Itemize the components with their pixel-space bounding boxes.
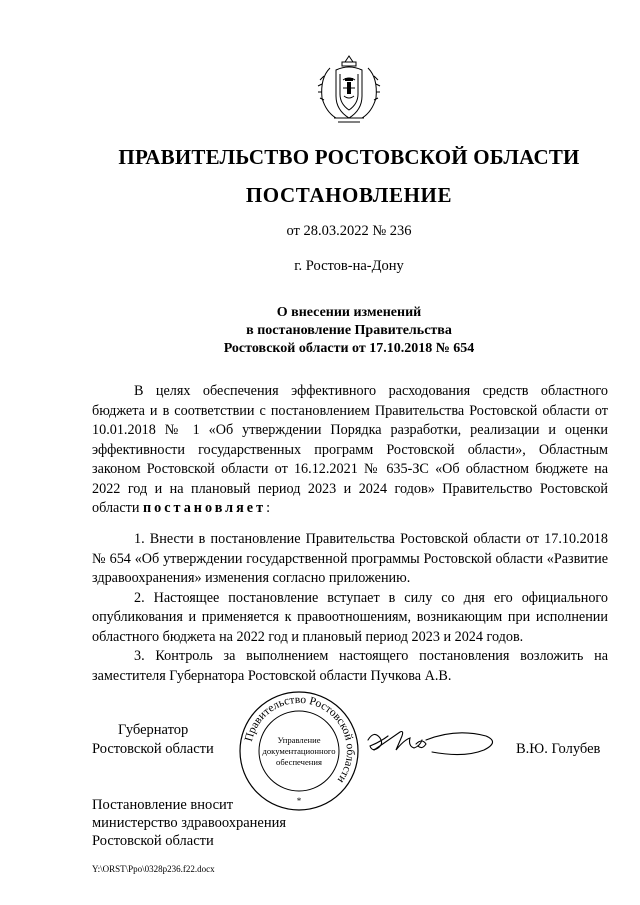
resolution-item: 1. Внести в постановление Правительства Ростовской области от 17.10.2018 № 654 «Об утверждении государственной программы Ростовской области «Развитие здравоохранения» изменения согласно приложению.: [92, 531, 608, 586]
city-line: г. Ростов-на-Дону: [294, 258, 404, 274]
introduced-by-line: Ростовской области: [92, 833, 214, 849]
document-subject: [0, 304, 640, 358]
signatory-title: Губернатор: [118, 722, 189, 738]
subject-line: Ростовской области от 17.10.2018 № 654: [223, 341, 475, 356]
resolution-items: [92, 530, 608, 686]
handwritten-signature: [364, 722, 500, 762]
resolution-item: 3. Контроль за выполнением настоящего постановления возложить на заместителя Губернатора Ростовской области Пучкова А.В.: [92, 648, 608, 684]
file-path-footer: Y:\ORST\Ppo\0328p236.f22.docx: [92, 864, 215, 874]
resolve-word: постановляет: [142, 500, 267, 516]
official-stamp: [238, 690, 360, 812]
introduced-by-line: министерство здравоохранения: [92, 815, 287, 831]
coat-of-arms-emblem: [316, 52, 382, 126]
stamp-inner-line: Управление: [277, 735, 321, 745]
stamp-star-icon: *: [296, 796, 302, 806]
stamp-inner-line: обеспечения: [276, 757, 322, 767]
stamp-outer-text: Правительство Ростовской области: [243, 693, 357, 786]
subject-line: О внесении изменений: [276, 305, 422, 320]
resolve-colon: :: [266, 500, 271, 516]
subject-line: в постановление Правительства: [246, 323, 452, 338]
signatory-region: Ростовской области: [92, 741, 214, 757]
stamp-inner-line: документационного: [262, 746, 336, 756]
preamble-text: В целях обеспечения эффективного расходования средств областного бюджета и в соответствии с постановлением Правительства Ростовской области от 10.01.2018 № 1 «Об утверждении Порядка разработки, реализации и оценки эффективности государственных программ Ростовской области», Областным законом Ростовской области от 16.12.2021 № 635-ЗС «Об областном бюджете на 2022 год и на плановый период 2023 и 2024 годов» Правительство Ростовской области: [92, 383, 608, 516]
introduced-by-line: Постановление вносит: [92, 797, 234, 813]
document-type: ПОСТАНОВЛЕНИЕ: [245, 183, 453, 207]
resolution-item: 2. Настоящее постановление вступает в силу со дня его официального опубликования и применяется к правоотношениям, возникающим при исполнении областного бюджета на 2022 год и плановый период 2023 и 2024 годов.: [92, 589, 608, 645]
date-number-line: от 28.03.2022 № 236: [286, 223, 412, 239]
organization-title: ПРАВИТЕЛЬСТВО РОСТОВСКОЙ ОБЛАСТИ: [118, 145, 580, 169]
signatory-name: В.Ю. Голубев: [516, 741, 601, 757]
preamble-paragraph: [92, 382, 608, 519]
